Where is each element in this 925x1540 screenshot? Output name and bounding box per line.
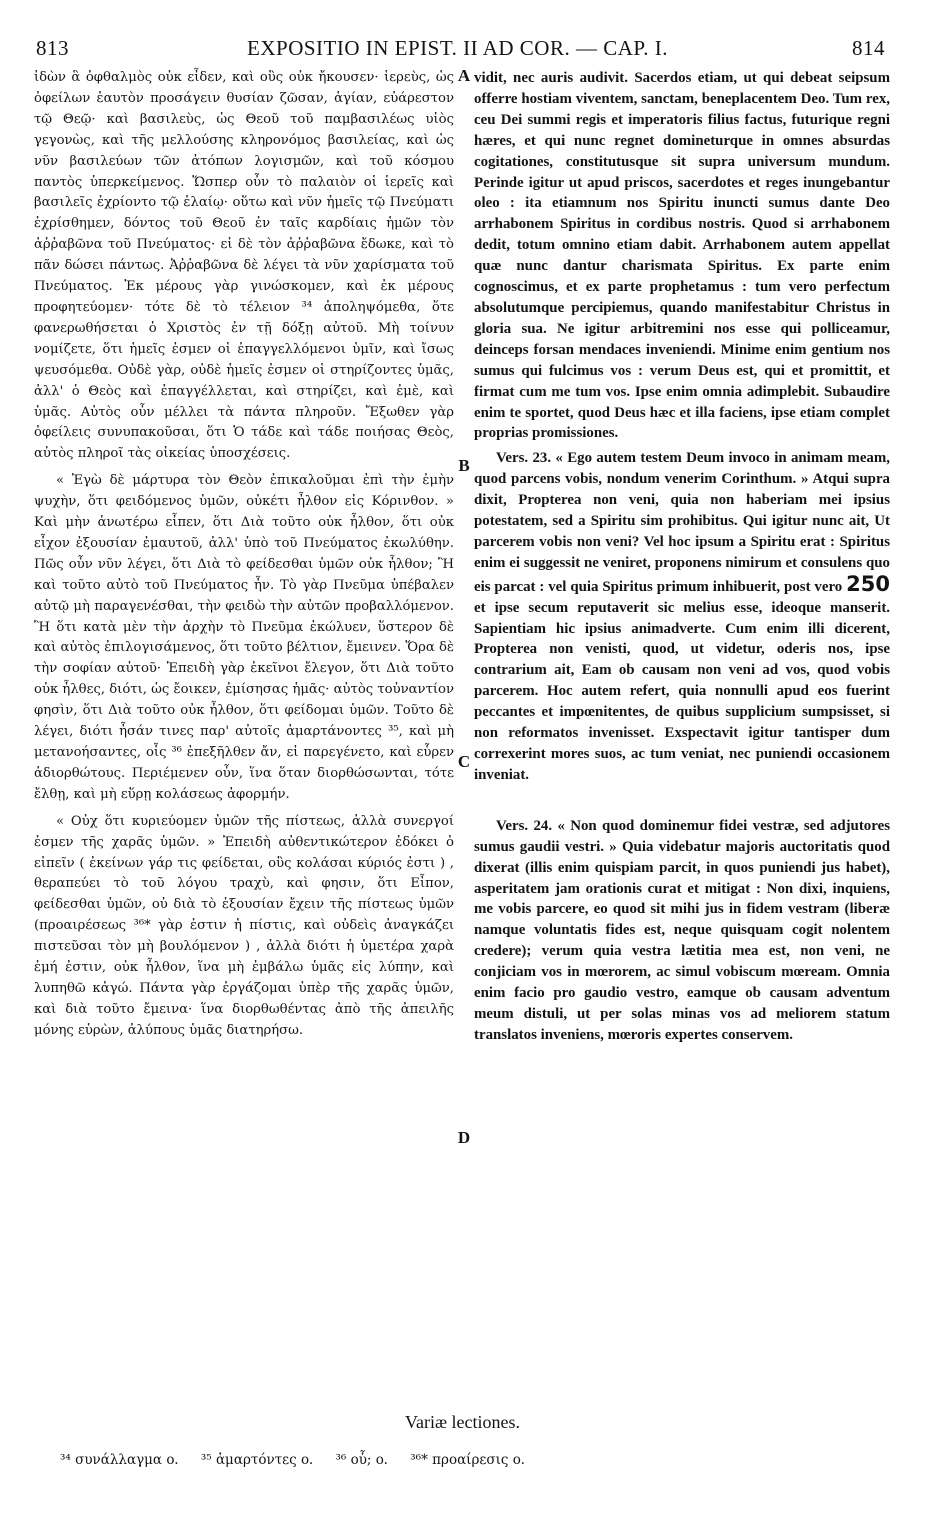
greek-paragraph: « Ἐγὼ δὲ μάρτυρα τὸν Θεὸν ἐπικαλοῦμαι ἐπὶ τὴν ἐμὴν ψυχὴν, ὅτι φειδόμενος ὑμῶν, οὐκέτι ἦλθον εἰς Κόρινθον. » Καὶ μὴν ἀνωτέρω εἶπεν, ὅτι Διὰ τοῦτο οὐκ ἦλθον, ὅτι οὐκ εἶχον ἐξουσίαν ἐμαυτοῦ, ἀλλ' ὑπὸ τοῦ Πνεύματος ἐκωλύθην. Πῶς οὖν νῦν λέγει, ὅτι Διὰ τὸ φείδεσθαι ὑμῶν οὐκ ἦλθον; Ἢ καὶ τοῦτο αὐτὸ τοῦ Πνεύματος ἦν. Τὸ γὰρ Πνεῦμα ὑπέβαλεν αὐτῷ μὴ παραγενέσθαι, τὴν φειδὼ τὴν αὐτῶν προβαλλόμενον. Ἢ ὅτι κατὰ μὲν τὴν ἀρχὴν τὸ Πνεῦμα ἐκώλυεν, ὕστερον δὲ καὶ αὐτὸς ἐπιλογισάμενος, ὅτι τοῦτο βέλτιον, ἔμεινεν. Ὅρα δὲ τὴν σοφίαν αὐτοῦ· Ἐπειδὴ γὰρ ἐκεῖνοι ἔλεγον, ὅτι Διὰ τοῦτο οὐκ ἦλθες, διότι, ὡς ἔοικεν, ἐμίσησας ἡμᾶς· αὐτὸς τοὐναντίον φησὶν, ὅτι Διὰ τοῦτο οὐκ ἦλθον, ὅτι φείδομαι ὑμῶν. Τοῦτο δὲ λέγει, διότι ἦσάν τινες παρ' αὐτοῖς ἁμαρτάνοντες ³⁵, καὶ μὴ μετανοήσαντες, οἷς ³⁶ ἐπεξῆλθεν ἄν, εἰ παρεγένετο, καὶ εὗρεν ἀδιορθώτους. Περιέμενεν οὖν, ἵνα ὅταν διορθώσωνται, τότε ἔλθῃ, καὶ μὴ εὕρῃ κολάσεως ἀφορμήν. [34,473,454,802]
margin-marker-c: C [457,752,471,771]
greek-paragraph: ἰδὼν ἃ ὀφθαλμὸς οὐκ εἶδεν, καὶ οὓς οὐκ ἤκουσεν· ἱερεὺς, ὡς ὀφείλων ἑαυτὸν προσάγειν θυσίαν ζῶσαν, ἁγίαν, εὐάρεστον τῷ Θεῷ· καὶ βασιλεὺς, ὡς Θεοῦ τοῦ παμβασιλέως υἱὸς γεγονὼς, καὶ τῆς μελλούσης κληρονόμος βασιλείας, καὶ ὡς νῦν βασιλεύων τῶν ἀτόπων λογισμῶν, καὶ τοῦ κόσμου παντὸς ὑπερκείμενος. Ὥσπερ οὖν τὸ παλαιὸν οἱ ἱερεῖς καὶ βασιλεῖς ἐχρίοντο τῷ ἐλαίῳ· οὕτω καὶ νῦν ἡμεῖς τῷ Πνεύματι ἐχρίσθημεν, δόντος τοῦ Θεοῦ ἐν ταῖς καρδίαις ἡμῶν τὸν ἀῤῥαβῶνα τοῦ Πνεύματος· εἰ δὲ τὸν ἀῤῥαβῶνα ἔδωκε, καὶ τὸ πᾶν δώσει πάντως. Ἀῤῥαβῶνα δὲ λέγει τὰ νῦν χαρίσματα τοῦ Πνεύματος. Ἐκ μέρους γὰρ γινώσκομεν, καὶ ἐκ μέρους προφητεύομεν· τότε δὲ τὸ τέλειον ³⁴ ἀποληψόμεθα, ὅτε φανερωθήσεται ὁ Χριστὸς ἐν τῇ δόξῃ αὐτοῦ. Μὴ τοίνυν νομίζετε, ὅτι ἡμεῖς ἐσμεν οἱ ἐπαγγελλόμενοι ὑμῖν, καὶ ἴσως ψευσόμεθα. Οὐδὲ γὰρ, οὐδὲ ἡμεῖς ἐσμεν οἱ στηρίζοντες ὑμᾶς, ἀλλ' ὁ Θεὸς καὶ ἐπαγγέλλεται, καὶ στηρίζει, καὶ ἐμὲ, καὶ ὑμᾶς. Αὐτὸς οὖν μέλλει τὰ πάντα πληροῦν. Ἔξωθεν γὰρ ὀφείλεις συνυπακοῦσαι, ὅτι Ὁ τάδε καὶ τάδε ποιήσας Θεὸς, αὐτὸς πληροῖ τὰς οἰκείας ὑποσχέσεις. [34,70,454,462]
footnote-item: ³⁵ ἁμαρτόντες o. [200,1452,314,1468]
latin-paragraph: vidit, nec auris audivit. Sacerdos etiam, ut qui debeat seipsum offerre hostiam viventem, sanctam, beneplacentem Deo. Tum rex, ceu Dei summi regis et imperatoris filius factus, futurique regni hæres, et qui nunc regnet domineturque in omnes absurdas cogitationes, constitutusque sit supra universum mundum. Perinde igitur ut apud priscos, sacerdotes et reges inungebantur oleo : ita etiamnum nos Spiritu inuncti sumus dante Deo arrhabonem Spiritus in cordibus nostris. Quod si arrhabonem dedit, totum omnino etiam dabit. Arrhabonem autem appellat quæ nunc dantur charismata Spiritus. Ex parte enim cognoscimus, et ex parte prophetamus : tum vero perfectum absolutumque percipiemus, quando manifestabitur Christus in gloria sua. Ne igitur arbitremini nos esse qui polliceamur, deinceps forsan mendaces inveniendi. Minime enim gentium nos sumus qui fulcimus vos : verum Deus est, qui et promittit, et firmat cum me tum vos. Ipse enim omnia adimplebit. Subaudire enim te sportet, quod Deus hæc et illa faciens, ipse etiam complet proprias promissiones. [474,70,890,442]
latin-column [474,68,890,1046]
footnotes-list [60,1452,865,1468]
page-header [30,30,885,64]
footnote-item: ³⁶* προαίρεσις o. [410,1452,525,1468]
footnote-item: ³⁶ οὗ; o. [335,1452,388,1468]
page-number-left: 813 [36,36,69,60]
footnotes-title: Variæ lectiones. [405,1412,520,1432]
latin-paragraph: Vers. 24. « Non quod dominemur fidei vestræ, sed adjutores sumus gaudii vestri. » Quia videbatur majoris auctoritatis quod dixerat (illis enim quispiam parcit, in quos puniendi jus habet), asperitatem jam orationis curat et mitigat : Non dixi, inquiens, me vobis parcere, eo quod sit mihi jus in fidem vestram (liberæ namque voluntatis fides est, neque quisquam cogit nolentem credere); verum quia vestra lætitia mea est, non veni, ne conjiciam vos in mœrorem, ac simul vobiscum mœream. Omnia enim facio pro gaudio vestro, eamque ob causam adventum meum distuli, ut per solas minas vos ad meliorem statum translatos inveniens, mœroris expertes conservem. [474,817,890,1043]
footnote-item: ³⁴ συνάλλαγμα o. [60,1452,179,1468]
column-number: 250 [846,571,890,596]
page-number-right: 814 [852,36,885,60]
margin-marker-a: A [457,66,471,85]
margin-marker-d: D [457,1128,471,1147]
latin-paragraph [474,448,890,786]
margin-marker-b: B [458,456,470,475]
latin-text: Vers. 23. « Ego autem testem Deum invoco in animam meam, quod parcens vobis, nondum venerim Corinthum. » Atqui supra dixit, Propterea non veni, quia non haberiam mei ipsius potestatem, sed a Spiritu sim prohibitus. Qui igitur nunc ait, Ut parcerem vobis non veni? Vel hoc ipsum a Spiritu erat : Spiritus enim ei suggessit ne veniret, proponens nimirum et consulens quo eis parcat : vel quia Spiritus primum inhibuerit, post vero [474,450,890,595]
greek-paragraph: « Οὐχ ὅτι κυριεύομεν ὑμῶν τῆς πίστεως, ἀλλὰ συνεργοί ἐσμεν τῆς χαρᾶς ὑμῶν. » Ἐπειδὴ αὐθεντικώτερον ἐδόκει ὁ εἰπεῖν ( ἐκείνων γάρ τις φείδεται, οὓς κολάσαι κύριός ἐστι ) , θεραπεύει τὸ τοῦ λόγου τραχὺ, καὶ φησιν, ὅτι Εἶπον, φείδεσθαι ὑμῶν, οὐ διὰ τὸ ἐξουσίαν ἔχειν τῆς πίστεως ὑμῶν (προαιρέσεως ³⁶* γὰρ ἐστιν ἡ πίστις, καὶ οὐδεὶς ἀναγκάζει πιστεῦσαι τὸν μὴ βουλόμενον ) , ἀλλὰ διότι ἡ ὑμετέρα χαρὰ ἐμή ἐστιν, οὐκ ἦλθον, ἵνα μὴ ἐμβάλω ὑμᾶς εἰς λύπην, καὶ λυπηθῶ κἀγώ. Πάντα γὰρ ἐργάζομαι ὑπὲρ τῆς χαρᾶς ὑμῶν, καὶ διὰ τοῦτο ἔμεινα· ἵνα διορθωθέντας ἀπὸ τῆς ἀπειλῆς μόνης εὑρὼν, ἀλύπους ὑμᾶς διατηρήσω. [34,813,454,1038]
greek-column [34,68,454,1042]
running-title: EXPOSITIO IN EPIST. II AD COR. — CAP. I. [247,36,668,60]
latin-text: et ipse secum reputaverit sic melius esse, ideoque manserit. Sapientiam hic ipsius animadverte. Cum enim illi dicerent, Propterea non venisti, quod, ut videtur, oderis nos, ipse contrarium ait, Eam ob causam non veni ad vos, quod vobis parcerem. Hoc autem refert, quia nonnulli apud eos fuerint peccantes et impœnitentes, de quibus supplicium sumpsisset, si non reformatos invenisset. Exspectavit igitur tantisper dum correxerint mores suos, ac tum veniat, nec puniendi occasionem inveniat. [474,599,890,783]
